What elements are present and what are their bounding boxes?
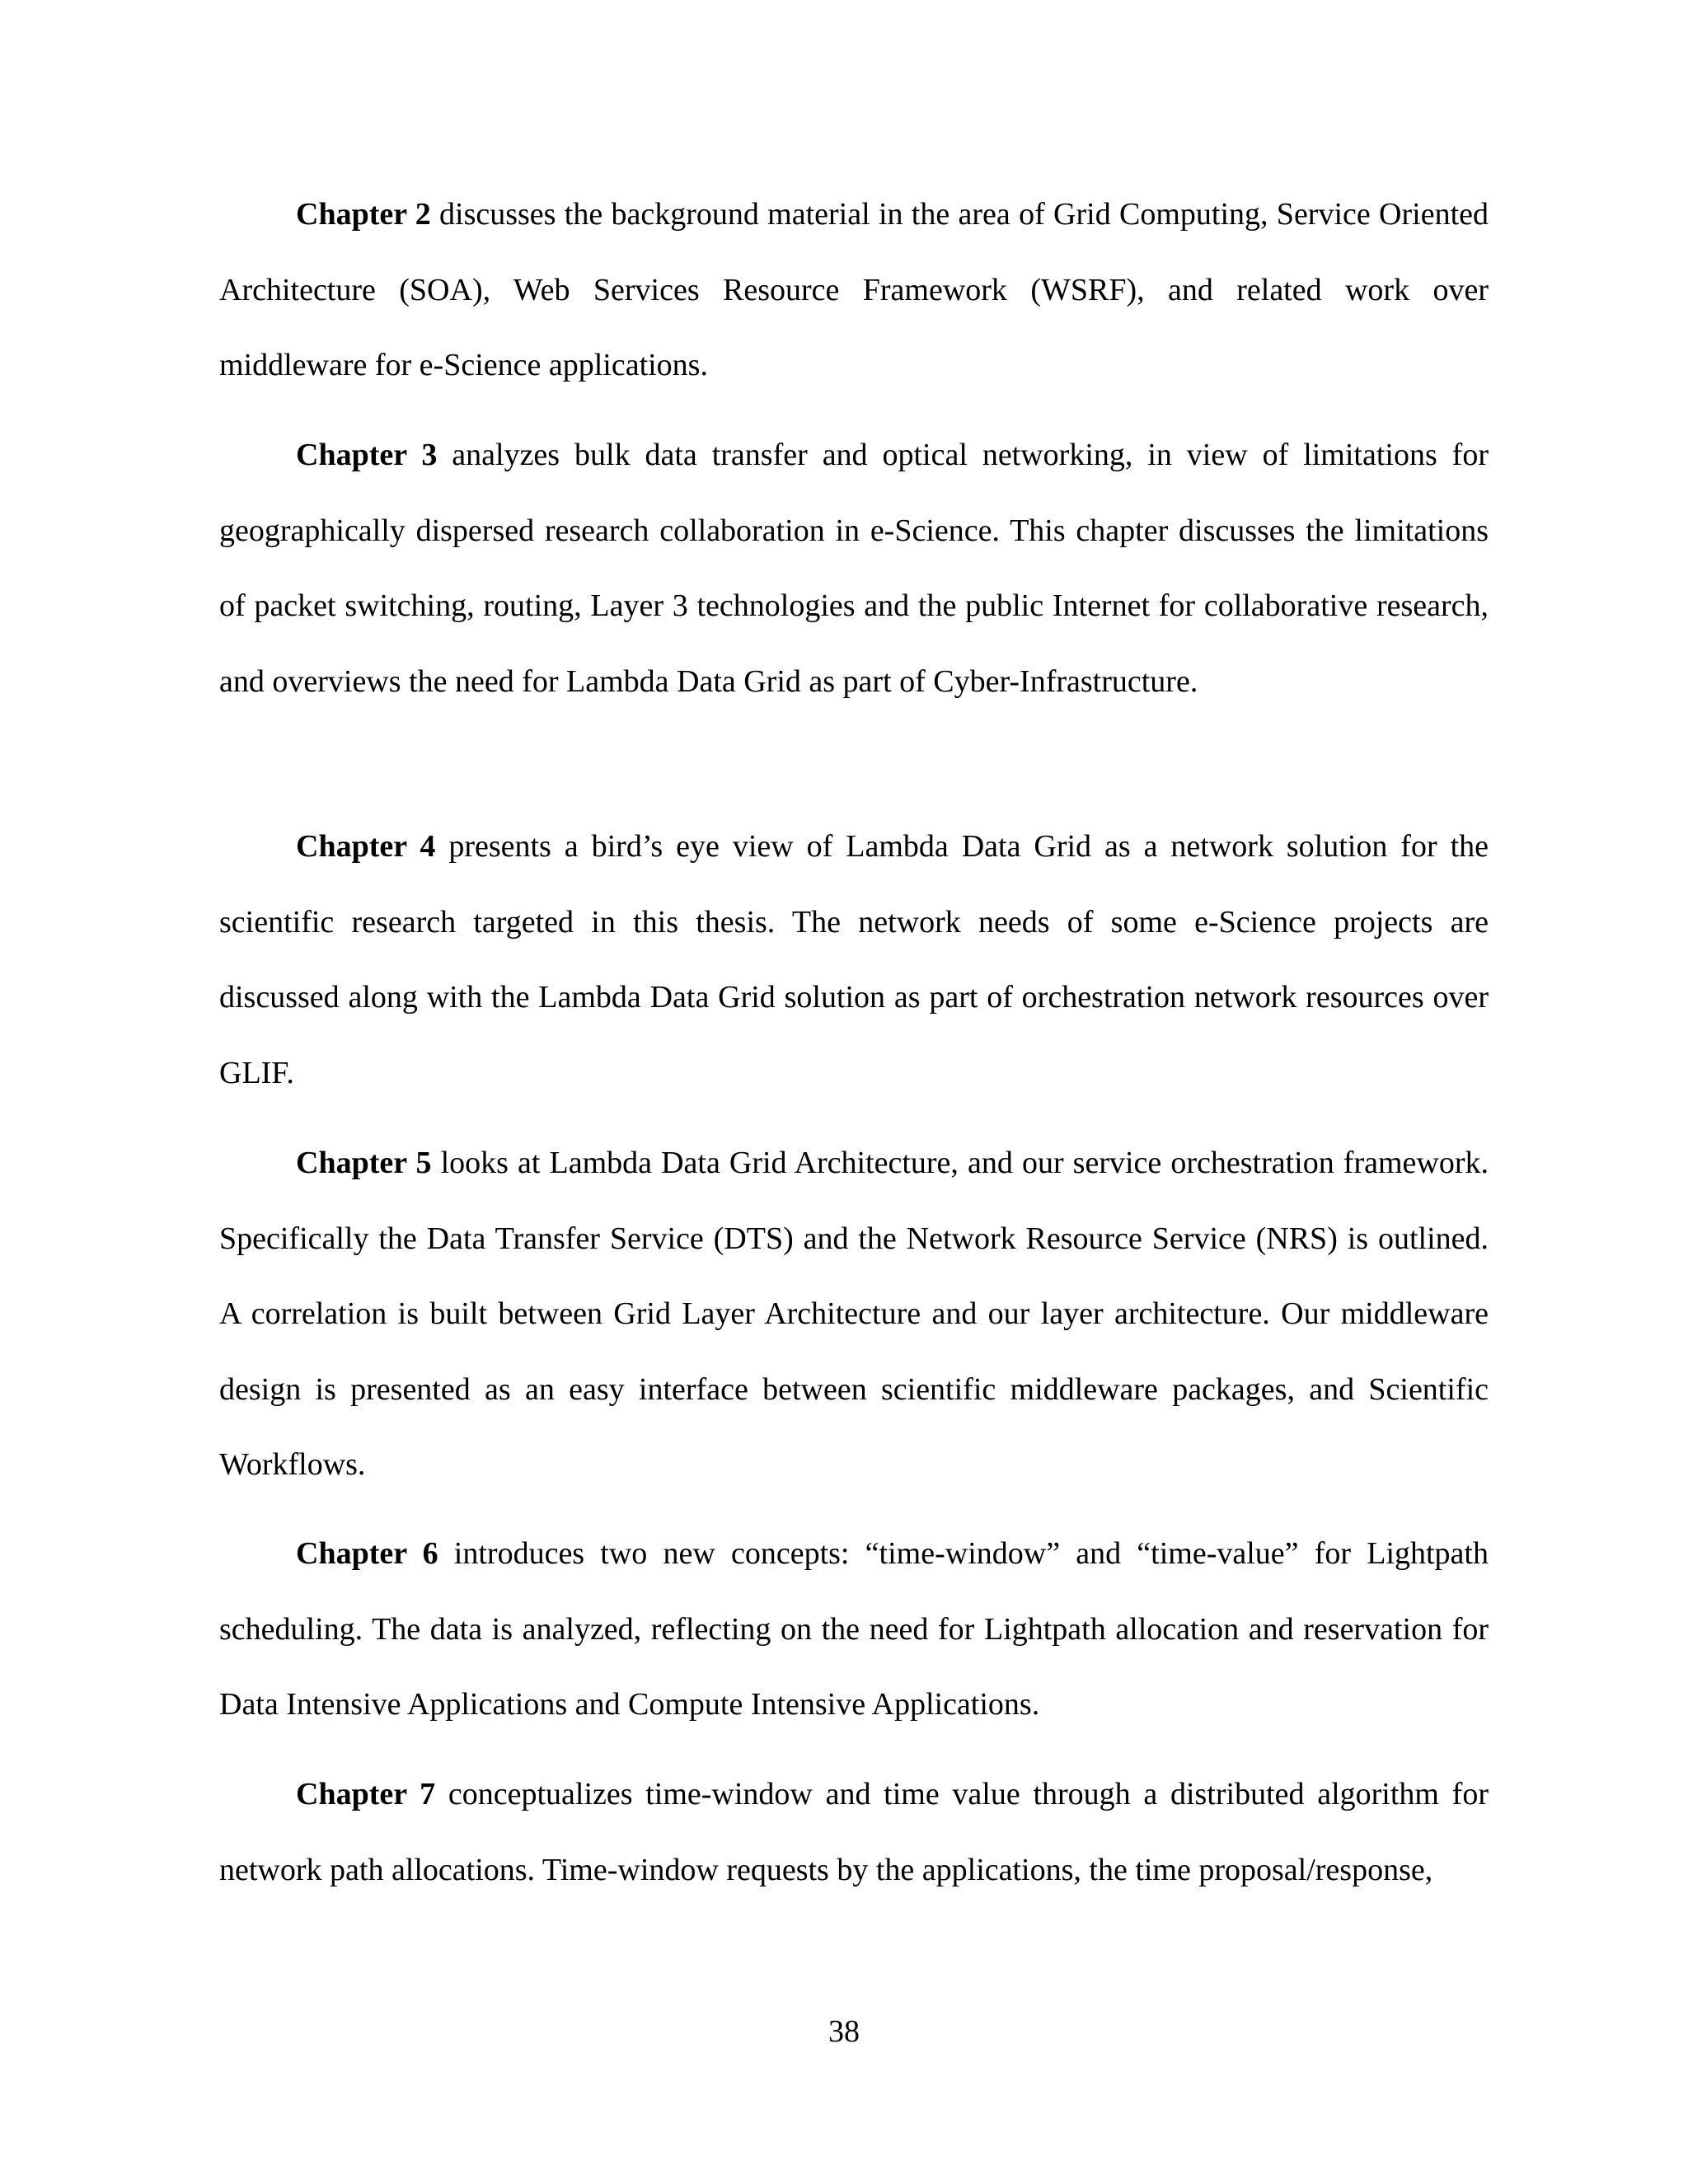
chapter-label: Chapter 3	[296, 438, 438, 472]
chapter-label: Chapter 2	[296, 197, 431, 232]
paragraph-text: discusses the background material in the area of Grid Computing, Service Oriented Architecture (SOA), Web Services Resource Framework (WSRF), and related work over middleware for e-Science applications.	[219, 197, 1489, 382]
paragraph-chapter-4	[219, 809, 1489, 1111]
paragraph-text: conceptualizes time-window and time value through a distributed algorithm for network path allocations. Time-window requests by the applications, the time proposal/response,	[219, 1777, 1489, 1887]
paragraph-chapter-3	[219, 418, 1489, 719]
chapter-label: Chapter 7	[296, 1777, 436, 1811]
paragraph-text: introduces two new concepts: “time-window” and “time-value” for Lightpath scheduling. The data is analyzed, reflecting on the need for Lightpath allocation and reservation for Data Intensive Applications and Compute Intensive Applications.	[219, 1536, 1489, 1722]
paragraph-text: looks at Lambda Data Grid Architecture, and our service orchestration framework. Specifically the Data Transfer Service (DTS) and the Network Resource Service (NRS) is outlined. A correlation is built between Grid Layer Architecture and our layer architecture. Our middleware design is presented as an easy interface between scientific middleware packages, and Scientific Workflows.	[219, 1146, 1489, 1482]
chapter-label: Chapter 4	[296, 829, 436, 864]
paragraph-chapter-2	[219, 177, 1489, 404]
paragraph-text: presents a bird’s eye view of Lambda Data Grid as a network solution for the scientific research targeted in this thesis. The network needs of some e-Science projects are discussed along with the Lambda Data Grid solution as part of orchestration network resources over GLIF.	[219, 829, 1489, 1090]
paragraph-chapter-7	[219, 1757, 1489, 1908]
chapter-label: Chapter 5	[296, 1146, 432, 1180]
paragraph-text: analyzes bulk data transfer and optical networking, in view of limitations for geographically dispersed research collaboration in e-Science. This chapter discusses the limitations of packet switching, routing, Layer 3 technologies and the public Internet for collaborative research, and overviews the need for Lambda Data Grid as part of Cyber-Infrastructure.	[219, 438, 1489, 699]
page-number: 38	[828, 2014, 860, 2049]
paragraph-chapter-5	[219, 1126, 1489, 1503]
paragraph-chapter-6	[219, 1516, 1489, 1743]
chapter-label: Chapter 6	[296, 1536, 438, 1571]
